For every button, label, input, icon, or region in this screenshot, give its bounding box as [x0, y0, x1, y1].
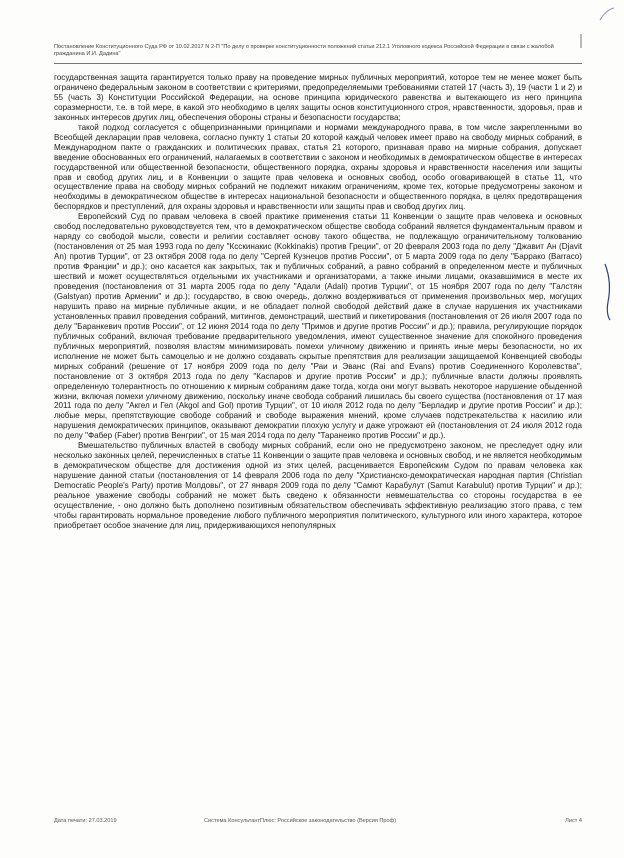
paragraph: Вмешательство публичных властей в свободу мирных собраний, если оно не предусмотрено законом, не преследует одну или несколько законных целей, перечисленных в статье 11 Конвенции о защите прав человека и основных свобод, и не является необходимым в демократическом обществе для достижения одной из этих целей, расценивается Европейским Судом по правам человека как нарушение данной статьи (постановления от 14 февраля 2006 года по делу "Христианско-демократическая народная партия (Christian Democratic People's Party) против Молдовы", от 27 января 2009 года по делу "Самют Карабулут (Samut Karabulut) против Турции" и др.); реальное уважение свободы собраний не может быть сведено к обязанности невмешательства со стороны государства в ее осуществление, - оно должно быть дополнено позитивным обязательством обеспечивать эффективную реализацию этого права, с тем чтобы гарантировать нормальное проведение любого публичного мероприятия политического, культурного или иного характера, которое приобретает особое значение для лиц, придерживающихся непопулярных: [54, 441, 582, 530]
footer-print-date: Дата печати: 27.03.2019: [54, 818, 117, 824]
corner-pen-mark: [598, 6, 616, 22]
document-body: [54, 73, 582, 531]
margin-pen-mark: [602, 262, 614, 322]
paragraph: государственная защита гарантируется только праву на проведение мирных публичных мероприятий, которое тем не менее может быть ограничено федеральным законом в соответствии с критериями, предопределяемыми требованиями статей 17 (часть 3), 19 (части 1 и 2) и 55 (часть 3) Конституции Российской Федерации, на основе принципа юридического равенства и вытекающего из него принципа соразмерности, т.е. в той мере, в какой это необходимо в целях защиты основ конституционного строя, нравственности, здоровья, прав и законных интересов других лиц, обеспечения обороны страны и безопасности государства;: [54, 73, 582, 122]
footer-system-name: Система КонсультантПлюс: Российское законодательство (Версия Проф): [204, 818, 397, 824]
paragraph: Европейский Суд по правам человека в своей практике применения статьи 11 Конвенции о защите прав человека и основных свобод последовательно руководствуется тем, что в демократическом обществе свобода собраний является фундаментальным правом и наряду со свободой мысли, совести и религии составляет основу такого общества, не подлежащую ограничительному толкованию (постановления от 25 мая 1993 года по делу "Ксскинакис (Kokkinakis) против Греции", от 20 февраля 2003 года по делу "Джавит Ан (Djavit An) против Турции", от 23 октября 2008 года по делу "Сергей Кузнецов против России", от 5 марта 2009 года по делу "Баррако (Barraco) против Франции" и др.); оно касается как закрытых, так и публичных собраний, а равно собраний в определенном месте и публичных шествий и может осуществляться отдельными их участниками и организаторами, а также иными лицами, оказавшимися в месте их проведения (постановления от 31 марта 2005 года по делу "Адали (Adali) против Турции", от 15 ноября 2007 года по делу "Галстян (Galstyan) против Армении" и др.); государство, в свою очередь, должно воздерживаться от применения произвольных мер, могущих нарушить право на мирные публичные акции, и не обладает полной свободой действий даже в случае нарушения их участниками установленных правил проведения собраний, митингов, демонстраций, шествий и пикетирования (постановления от 26 июля 2007 года по делу "Баранкевич против России", от 12 июня 2014 года по делу "Примов и другие против России" и др.); правила, регулирующие порядок публичных собраний, включая требование предварительного уведомления, имеют существенное значение для спокойного проведения публичных мероприятий, позволяя властям минимизировать помехи уличному движению и принять иные меры безопасности, но их исполнение не может быть самоцелью и не должно создавать скрытые препятствия для реализации защищаемой Конвенцией свободы мирных собраний (решение от 17 ноября 2009 года по делу "Раи и Эванс (Rai and Evans) против Соединенного Королевства", постановление от 3 октября 2013 года по делу "Каспаров и другие против России" и др.); публичные власти должны проявлять определенную толерантность по отношению к мирным собраниям даже тогда, когда они могут вызвать некоторое нарушение обыденной жизни, включая помехи уличному движению, поскольку иначе свобода собраний лишилась бы своего существа (постановления от 17 мая 2011 года по делу "Акгел и Гел (Akgol and Gol) против Турции", от 10 июля 2012 года по делу "Берладир и другие против России" и др.); любые меры, препятствующие свободе собраний и свободе выражения мнений, кроме случаев подстрекательства к насилию или нарушения демократических принципов, оказывают демократии плохую услугу и даже угрожают ей (постановления от 24 июля 2012 года по делу "Фабер (Faber) против Венгрии", от 15 мая 2014 года по делу "Таранеико против России" и др.).: [54, 212, 582, 441]
staple-mark: [580, 34, 582, 48]
paragraph: такой подход согласуется с общепризнанными принципами и нормами международного права, в том числе закрепленными во Всеобщей декларации прав человека, согласно пункту 1 статьи 20 которой каждый человек имеет право на свободу мирных собраний, в Международном пакте о гражданских и политических правах, статья 21 которого, признавая право на мирные собрания, допускает введение обоснованных его ограничений, налагаемых в соответствии с законом и необходимых в демократическом обществе в интересах государственной или общественной безопасности, общественного порядка, охраны здоровья и нравственности населения или защиты прав и свобод других лиц, и в Конвенции о защите прав человека и основных свобод, особо оговаривающей в статье 11, что осуществление права на свободу мирных собраний не подлежит никаким ограничениям, кроме тех, которые предусмотрены законом и необходимы в демократическом обществе в интересах национальной безопасности и общественного порядка, в целях предотвращения беспорядков и преступлений, для охраны здоровья и нравственности или защиты прав и свобод других лиц.: [54, 122, 582, 212]
document-header-title: Постановление Конституционного Суда РФ от 10.02.2017 N 2-П "По делу о проверке конституционности положений статьи 212.1 Уголовного кодекса Российской Федерации в связи с жалобой гражданина И.И. Дадина": [54, 44, 554, 57]
footer-page-number: Лист 4: [565, 818, 582, 824]
header-divider: [54, 63, 582, 64]
